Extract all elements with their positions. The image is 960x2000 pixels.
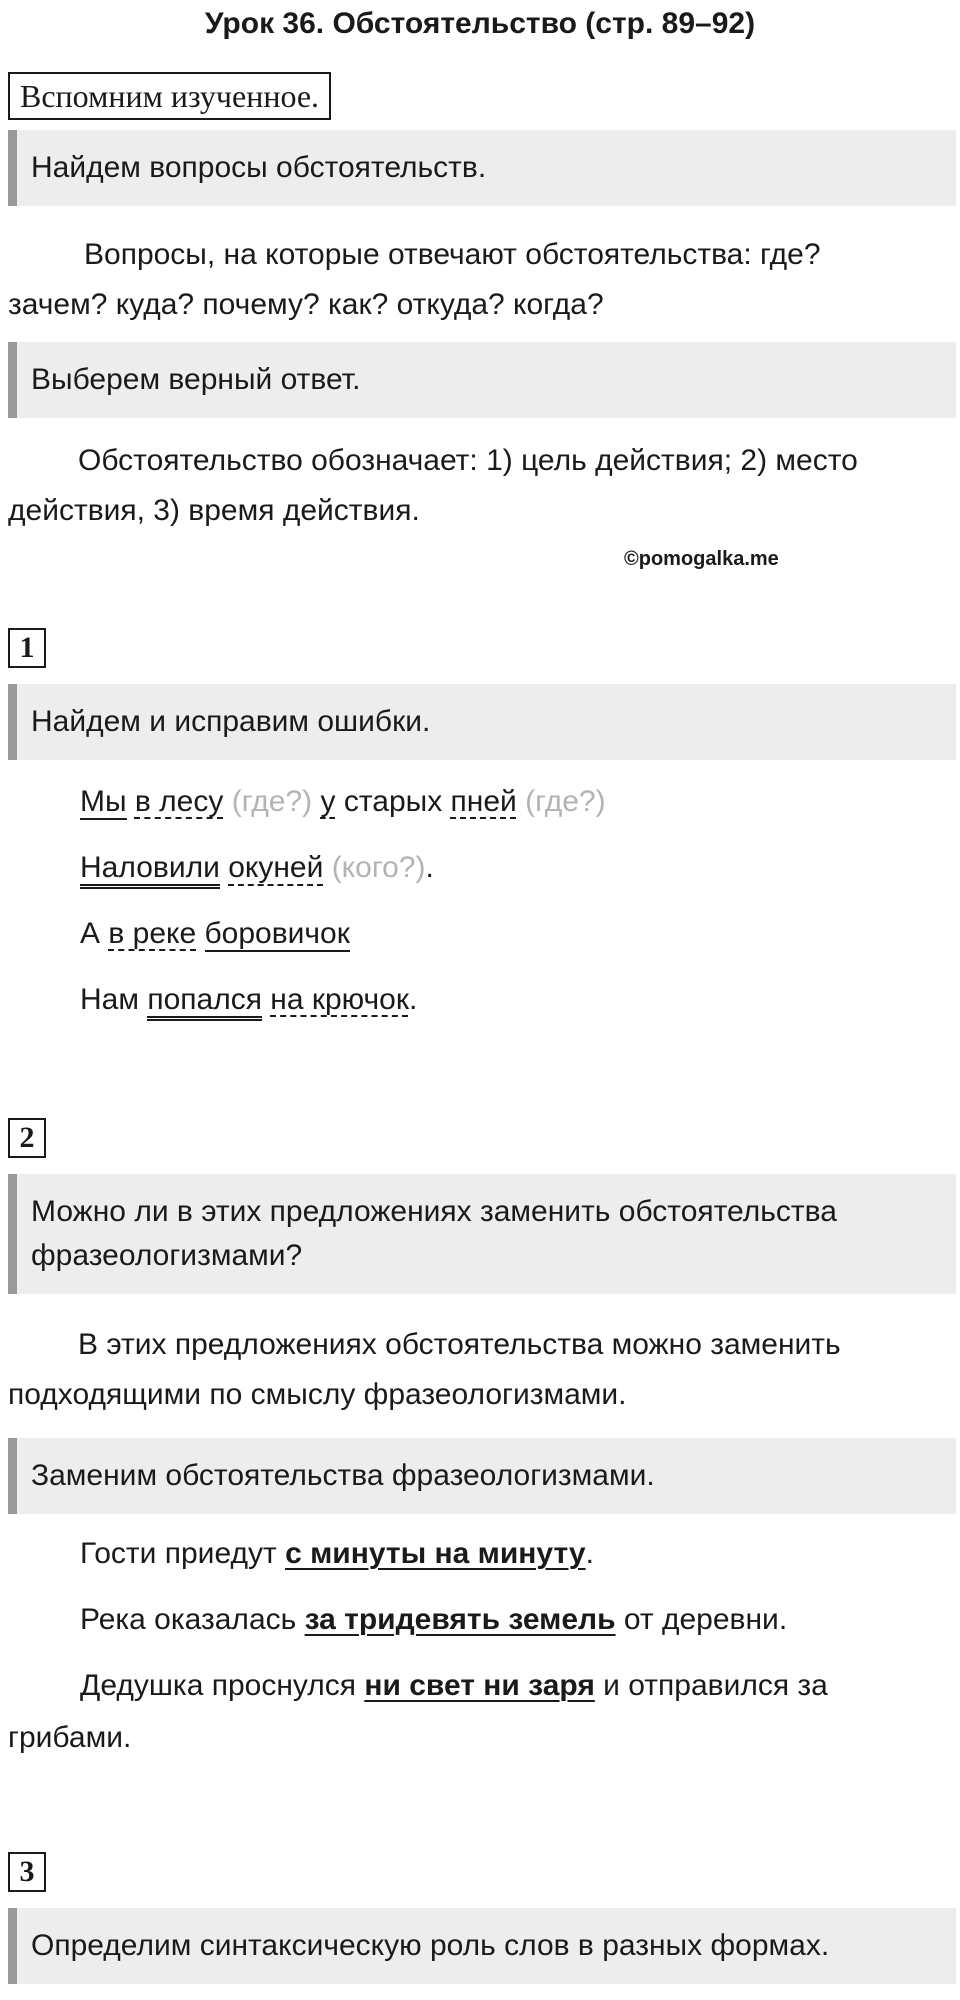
question-hint: (где?) [525,785,606,818]
plain-word: Нам [80,983,139,1016]
poem-line-2 [80,848,434,888]
exercise-number-2: 2 [8,1118,46,1158]
sentence-3 [80,1666,828,1706]
sentence-1 [80,1534,594,1574]
sentence-3-continued: грибами. [8,1721,132,1754]
answer-line: подходящими по смыслу фразеологизмами. [8,1378,627,1411]
task-phraseologisms [8,1174,956,1294]
circumstance-word: у [320,785,336,818]
phraseologism: за тридевять земель [304,1603,616,1636]
phraseologism: ни свет ни заря [364,1669,595,1702]
exercise-number-3: 3 [8,1852,46,1892]
question-hint: (кого?) [331,851,426,884]
answer-line: действия, 3) время действия. [8,494,420,527]
plain-text: Гости приедут [80,1537,277,1570]
circumstance-word: в лесу [134,785,224,818]
watermark: ©pomogalka.me [624,548,779,570]
answer-questions [8,230,956,330]
task-choose-answer [8,342,956,418]
poem-line-3 [80,914,350,954]
predicate-word: Наловили [80,851,220,889]
task-text: фразеологизмами? [31,1239,303,1272]
task-text: Найдем и исправим ошибки. [31,705,431,738]
poem-line-4 [80,980,417,1020]
circumstance-word: в реке [108,917,197,950]
task-text: Найдем вопросы обстоятельств. [31,151,487,184]
plain-word: старых [343,785,443,818]
answer-line: Обстоятельство обозначает: 1) цель действия; 2) место [78,444,858,477]
punctuation: . [585,1537,594,1570]
question-hint: (где?) [231,785,313,818]
punctuation: . [425,851,434,884]
punctuation: . [408,983,418,1016]
predicate-word: попался [147,983,262,1021]
task-text: Определим синтаксическую роль слов в разных формах. [31,1929,830,1962]
task-text: Выберем верный ответ. [31,363,361,396]
answer-line: зачем? куда? почему? как? откуда? когда? [8,288,604,321]
answer-choose [8,436,956,536]
circumstance-word: на крючок [270,983,409,1016]
task-text: Заменим обстоятельства фразеологизмами. [31,1459,655,1492]
sentence-2 [80,1600,787,1640]
page-title: Урок 36. Обстоятельство (стр. 89–92) [204,7,756,40]
answer-line: Вопросы, на которые отвечают обстоятельства: где? [84,238,821,271]
task-replace [8,1438,956,1514]
plain-text: и отправился за [603,1669,828,1702]
plain-word: А [80,917,101,950]
task-find-questions [8,130,956,206]
poem-line-1 [80,782,606,822]
task-text: Можно ли в этих предложениях заменить обстоятельства [31,1195,837,1228]
task-fix-errors [8,684,956,760]
subject-word: боровичок [204,917,350,950]
plain-text: Река оказалась [80,1603,297,1636]
object-word: окуней [228,851,324,884]
intro-box: Вспомним изученное. [8,72,331,120]
task-syntax-role [8,1908,956,1984]
exercise-number-1: 1 [8,628,46,668]
circumstance-word: пней [450,785,517,818]
answer-line: В этих предложениях обстоятельства можно заменить [78,1328,841,1361]
subject-word: Мы [80,785,127,818]
plain-text: от деревни. [623,1603,788,1636]
plain-text: Дедушка проснулся [80,1669,356,1702]
phraseologism: с минуты на минуту [285,1537,586,1570]
answer-phraseologisms [8,1320,956,1420]
